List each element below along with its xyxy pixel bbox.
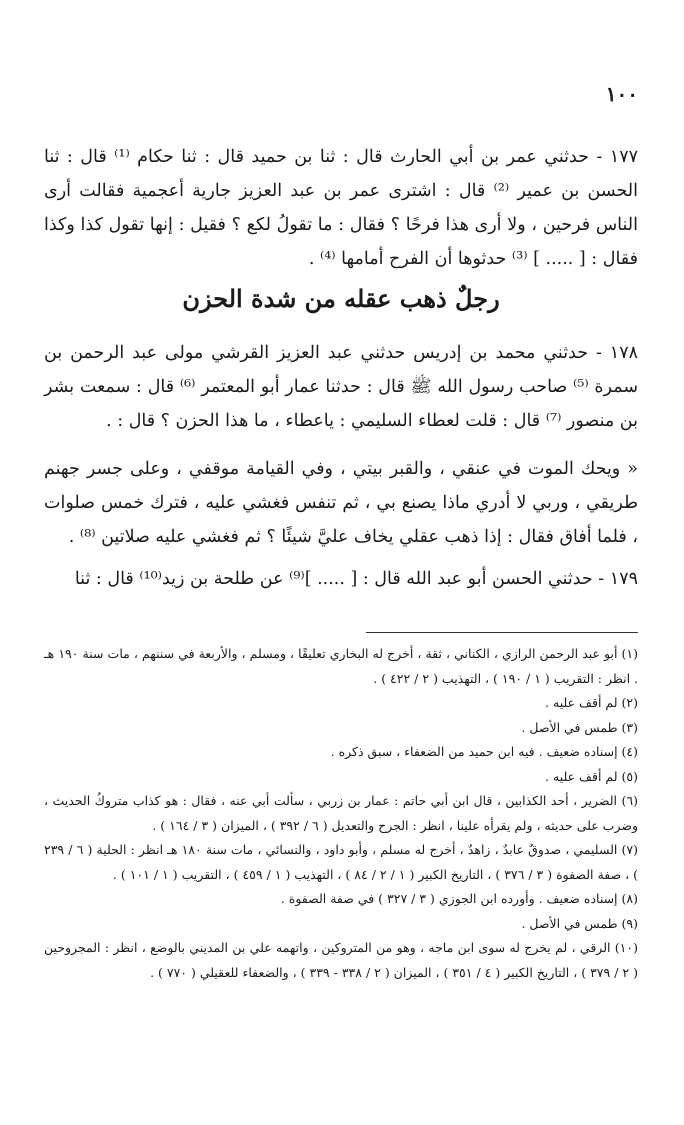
quoted-passage: « ويحك الموت في عنقي ، والقبر بيتي ، وفي القيامة موقفي ، وعلى جسر جهنم طريقي ، وربي لا أدري ماذا يصنع بي ، ثم تنفس فغشي عليه ، فترك خمس صلوات ، فلما أفاق فقال : إذا ذهب عقلي يخاف عليَّ شيئًا ؟ ثم فغشي عليه صلاتين ⁽⁸⁾ . bbox=[44, 459, 638, 547]
footnote-5: (٥) لم أقف عليه . bbox=[545, 768, 638, 784]
footnote-7: (٧) السليمي ، صدوقٌ عابدٌ ، زاهدٌ ، أخرج له مسلم ، وأبو داود ، والنسائي ، مات سنة ١٨٠ هـ انظر : الحلية ( ٦ / ٢٣٩ ) ، صفة الصفوة ( ٣ / ٣٧٦ ) ، التاريخ الكبير ( ١ / ٢ / ٨٤ ) ، التهذيب ( ١ / ٤٥٩ ) ، التقريب ( ١ / ١٠١ ) . bbox=[44, 842, 638, 882]
page-number: ١٠٠ bbox=[605, 82, 638, 106]
footnotes bbox=[44, 642, 638, 985]
footnote-divider bbox=[366, 632, 638, 633]
footnote-1: (١) أبو عبد الرحمن الرازي ، الكناني ، ثقة ، أخرج له البخاري تعليقًا ، ومسلم ، والأربعة في سننهم ، مات سنة ١٩٠ هـ . انظر : التقريب ( ١ / ١٩٠ ) ، التهذيب ( ٢ / ٤٢٢ ) . bbox=[44, 646, 639, 686]
footnote-2: (٢) لم أقف عليه . bbox=[545, 695, 638, 710]
paragraph-177: ١٧٧ - حدثني عمر بن أبي الحارث قال : ثنا بن حميد قال : ثنا حكام ⁽¹⁾ قال : ثنا الحسن بن عمير ⁽²⁾ قال : اشترى عمر بن عبد العزيز جارية أعجمية فقالت أرى الناس فرحين ، ولا أرى هذا فرحًا ؟ فقال : ما تقولُ لكع ؟ فقيل : إنها تقول كذا وكذا فقال : [ ..... ] ⁽³⁾ حدثوها أن الفرح أمامها ⁽⁴⁾ . bbox=[44, 147, 638, 269]
paragraph-179: ١٧٩ - حدثني الحسن أبو عبد الله قال : [ ..... ]⁽⁹⁾ عن طلحة بن زيد⁽¹⁰⁾ قال : ثنا bbox=[74, 569, 638, 589]
footnote-9: (٩) طمس في الأصل . bbox=[521, 915, 638, 931]
section-heading: رجلٌ ذهب عقله من شدة الحزن bbox=[182, 284, 500, 313]
footnote-3: (٣) طمس في الأصل . bbox=[521, 719, 638, 735]
footnote-4: (٤) إسناده ضعيف . فيه ابن حميد من الضعفاء ، سبق ذكره . bbox=[330, 744, 638, 759]
footnote-10: (١٠) الرقي ، لم يخرج له سوى ابن ماجه ، وهو من المتروكين ، واتهمه علي بن المديني بالوضع ، انظر : المجروحين ( ٢ / ٣٧٩ ) ، التاريخ الكبير ( ٤ / ٣٥١ ) ، الميزان ( ٢ / ٣٣٨ - ٣٣٩ ) ، والضعفاء للعقيلي ( ٧٧٠ ) . bbox=[44, 940, 638, 980]
paragraph-178: ١٧٨ - حدثني محمد بن إدريس حدثني عبد العزيز القرشي مولى عبد الرحمن بن سمرة ⁽⁵⁾ صاحب رسول الله ﷺ قال : حدثنا عمار أبو المعتمر ⁽⁶⁾ قال : سمعت بشر بن منصور ⁽⁷⁾ قال : قلت لعطاء السليمي : ياعطاء ، ما هذا الحزن ؟ قال : . bbox=[44, 343, 638, 431]
footnote-6: (٦) الضرير ، أحد الكذابين ، قال ابن أبي حاتم : عمار بن زربي ، سألت أبي عنه ، فقال : هو كذاب متروكُ الحديث ، وضرب على حديثه ، ولم يقرأه علينا ، انظر : الجرح والتعديل ( ٦ / ٣٩٢ ) ، الميزان ( ٣ / ١٦٤ ) . bbox=[44, 793, 638, 833]
footnote-8: (٨) إسناده ضعيف . وأورده ابن الجوزي ( ٣ / ٣٢٧ ) في صفة الصفوة . bbox=[280, 891, 638, 906]
